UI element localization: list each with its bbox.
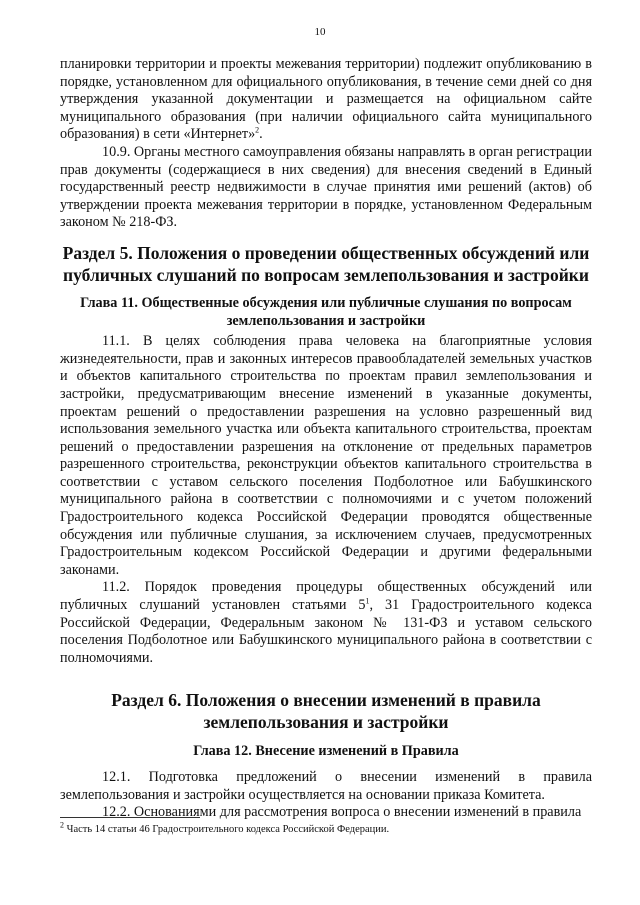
page-number: 10 (314, 26, 326, 38)
section-5-title-line-1: Раздел 5. Положения о проведении общественных обсуждений или (62, 242, 590, 263)
paragraph-11-2 (60, 579, 592, 667)
page-body (60, 56, 592, 822)
section-5-title-line-2: публичных слушаний по вопросам землепользования и застройки (63, 264, 589, 285)
footnote-reference[interactable]: 2 (255, 125, 260, 135)
footnote (60, 820, 592, 836)
footnote-mark: 2 (60, 820, 64, 830)
section-5-heading (60, 242, 592, 286)
article-superscript: 1 (365, 596, 370, 606)
paragraph-tail: . (259, 126, 263, 143)
section-6-heading (60, 689, 592, 733)
section-6-title-line-1: Раздел 6. Положения о внесении изменений в правила (111, 690, 541, 711)
paragraph-continuation (60, 56, 592, 144)
chapter-11-heading (60, 295, 592, 330)
chapter-12-heading: Глава 12. Внесение изменений в Правила (193, 743, 459, 760)
paragraph-text: планировки территории и проекты межевания территории) подлежит опубликованию в порядке, установленном для официального опубликования, в течение семи дней со дня утверждения указанной документации и размещается на официальном сайте муниципального образования (при наличии официального сайта муниципального образования) в сети «Интернет» (60, 56, 592, 143)
paragraph-12-2: 12.2. Основаниями для рассмотрения вопроса о внесении изменений в правила (102, 804, 582, 821)
chapter-11-title-line-1: Глава 11. Общественные обсуждения или публичные слушания по вопросам (80, 294, 572, 311)
paragraph-12-1: 12.1. Подготовка предложений о внесении изменений в правила землепользования и застройки осуществляется на основании приказа Комитета. (60, 769, 592, 803)
paragraph-10-9: 10.9. Органы местного самоуправления обязаны направлять в орган регистрации прав документы (содержащиеся в них сведения) для внесения сведений в Единый государственный реестр недвижимости в случае принятия ими решений (актов) об утверждении проекта межевания территории в порядке, установленном Федеральным законом № 218-ФЗ. (60, 143, 592, 231)
section-6-title-line-2: землепользования и застройки (203, 712, 449, 733)
paragraph-11-2-rest: , 31 Градостроительного кодекса Российской Федерации, Федеральным законом № 131-ФЗ и уставом сельского поселения Подболотное или Бабушкинского муниципального района в соответствии с полномочиями. (60, 597, 592, 666)
paragraph-11-2-text: 11.2. Порядок проведения процедуры общественных обсуждений или публичных слушаний установлен статьями 5 (60, 579, 592, 614)
chapter-11-title-line-2: землепользования и застройки (226, 312, 426, 329)
footnote-text: Часть 14 статьи 46 Градостроительного кодекса Российской Федерации. (64, 824, 390, 835)
paragraph-11-1: 11.1. В целях соблюдения права человека на благоприятные условия жизнедеятельности, прав и законных интересов правообладателей земельных участков и объектов капитального строительства по проектам правил землепользования и застройки, предусматривающим внесение изменений в указанные документы, проектам решений о предоставлении разрешения на условно разрешенный вид использования земельного участка или объекта капитального строительства, проектам решений о предоставлении разрешения на отклонение от предельных параметров разрешенного строительства, реконструкции объектов капитального строительства в соответствии с уставом сельского поселения Подболотное или Бабушкинского муниципального района в соответствии с полномочиями и с учетом положений Градостроительного кодекса Российской Федерации проводятся общественные обсуждения или публичные слушания, за исключением случаев, предусмотренных Градостроительным кодексом Российской Федерации и другими федеральными законами. (60, 333, 592, 578)
footnote-divider (60, 817, 200, 818)
